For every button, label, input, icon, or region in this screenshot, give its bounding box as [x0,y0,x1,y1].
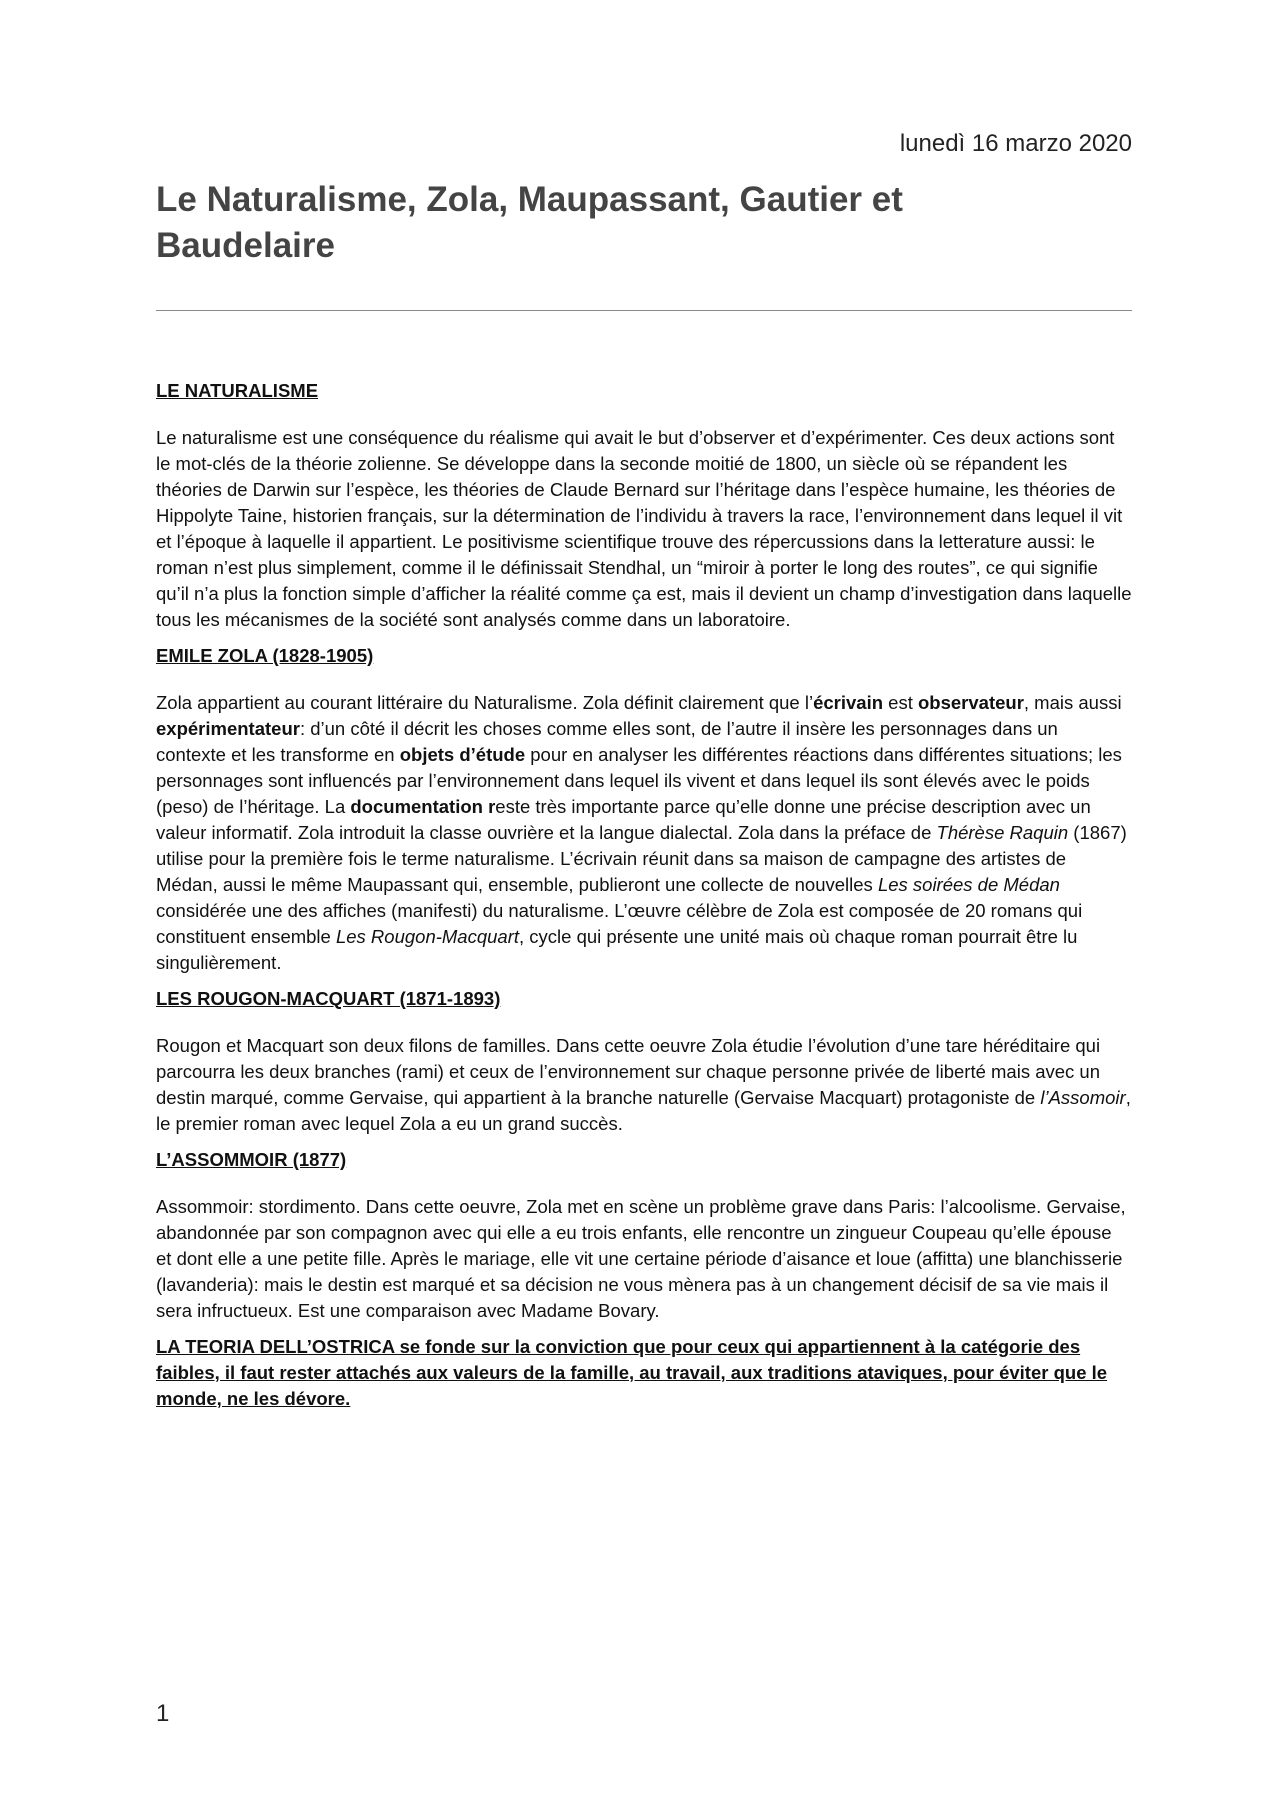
bold-run: observateur [918,692,1024,713]
bold-run: objets d’étude [399,744,526,765]
italic-title: Les Rougon-Macquart [335,926,520,947]
text-run: , le premier roman avec lequel Zola a eu un grand succès. [156,1087,1131,1134]
page-number: 1 [156,1700,170,1727]
text-run: est [883,692,918,713]
text-run: Rougon et Macquart son deux filons de familles. Dans cette oeuvre Zola étudie l’évolution d’une tare héréditaire qui parcourra les deux branches (rami) et ceux de l’environnement sur chaque personne privée de liberté mais avec un destin marqué, comme Gervaise, qui appartient à la branche naturelle (Gervaise Macquart) protagoniste de [156,1035,1101,1108]
paragraph-naturalisme: Le naturalisme est une conséquence du réalisme qui avait le but d’observer et d’expérimenter. Ces deux actions sont le mot-clés de la théorie zolienne. Se développe dans la seconde moitié de 1800, un siècle où se répandent les théories de Darwin sur l’espèce, les théories de Claude Bernard sur l’héritage dans l’espèce humaine, les théories de Hippolyte Taine, historien français, sur la détermination de l’individu à travers la race, l’environnement dans lequel il vit et l’époque à laquelle il appartient. Le positivisme scientifique trouve des répercussions dans la letterature aussi: le roman n’est plus simplement, comme il le définissait Stendhal, un “miroir à porter le long des routes”, ce qui signifie qu’il n’a plus la fonction simple d’afficher la réalité comme ça est, mais il devient un champ d’investigation dans laquelle tous les mécanismes de la société sont analysés comme dans un laboratoire. [156,427,1132,630]
text-run: , cycle qui présente une unité mais où chaque roman pourrait être lu singulièrement. [156,926,1078,973]
document-date: lunedì 16 marzo 2020 [899,130,1132,157]
paragraph-assommoir: Assommoir: stordimento. Dans cette oeuvre, Zola met en scène un problème grave dans Paris: l’alcoolisme. Gervaise, abandonnée par son compagnon avec qui elle a eu trois enfants, elle rencontre un zingueur Coupeau qu’elle épouse et dont elle a une petite fille. Après le mariage, elle vit une certaine période d’aisance et loue (affitta) une blanchisserie (lavanderia): mais le destin est marqué et sa décision ne vous mènera pas à un changement décisif de sa vie mais il sera infructueux. Est une comparaison avec Madame Bovary. [156,1196,1126,1321]
bold-run: écrivain [813,692,884,713]
italic-title: Les soirées de Médan [877,874,1060,895]
paragraph-rougon-macquart [156,1033,1132,1137]
text-run: (1867) utilise pour la première fois le terme naturalisme. L’écrivain réunit dans sa maison de campagne des artistes de Médan, aussi le même Maupassant qui, ensemble, publieront une collecte de nouvelles [156,822,1127,895]
text-run: considérée une des affiches (manifesti) du naturalisme. L’œuvre célèbre de Zola est composée de 20 romans qui constituent ensemble [156,900,1083,947]
text-run: pour en analyser les différentes réactions dans différentes situations; les personnages sont influencés par l’environnement dans lequel ils vivent et dans lequel ils sont élevés avec le poids (peso) de l’héritage. La [156,744,1122,817]
title-divider [156,310,1132,311]
text-run: , mais aussi [1023,692,1122,713]
text-run: Zola appartient au courant littéraire du Naturalisme. Zola définit clairement que l’ [156,692,814,713]
document-title: Le Naturalisme, Zola, Maupassant, Gautier et Baudelaire [156,180,903,265]
bold-run: expérimentateur [156,718,300,739]
italic-title: l’Assomoir [1040,1087,1126,1108]
section-heading-rougon-macquart: LES ROUGON-MACQUART (1871-1893) [156,988,501,1009]
paragraph-teoria-ostrica: LA TEORIA DELL’OSTRICA se fonde sur la conviction que pour ceux qui appartiennent à la catégorie des faibles, il faut rester attachés aux valeurs de la famille, au travail, aux traditions ataviques, pour éviter que le monde, ne les dévore. [156,1336,1108,1409]
document-body [156,378,1132,1412]
text-run: : d’un côté il décrit les choses comme elles sont, de l’autre il insère les personnages dans un contexte et les transforme en [156,718,1058,765]
section-heading-naturalisme: LE NATURALISME [156,380,319,401]
paragraph-zola [156,690,1132,976]
text-run: este très importante parce qu’elle donne une précise description avec un valeur informatif. Zola introduit la classe ouvrière et la langue dialectal. Zola dans la préface de [156,796,1091,843]
section-heading-assommoir: L’ASSOMMOIR (1877) [156,1149,347,1170]
section-heading-zola: EMILE ZOLA (1828-1905) [156,645,374,666]
bold-run: documentation r [350,796,496,817]
italic-title: Thérèse Raquin [936,822,1069,843]
